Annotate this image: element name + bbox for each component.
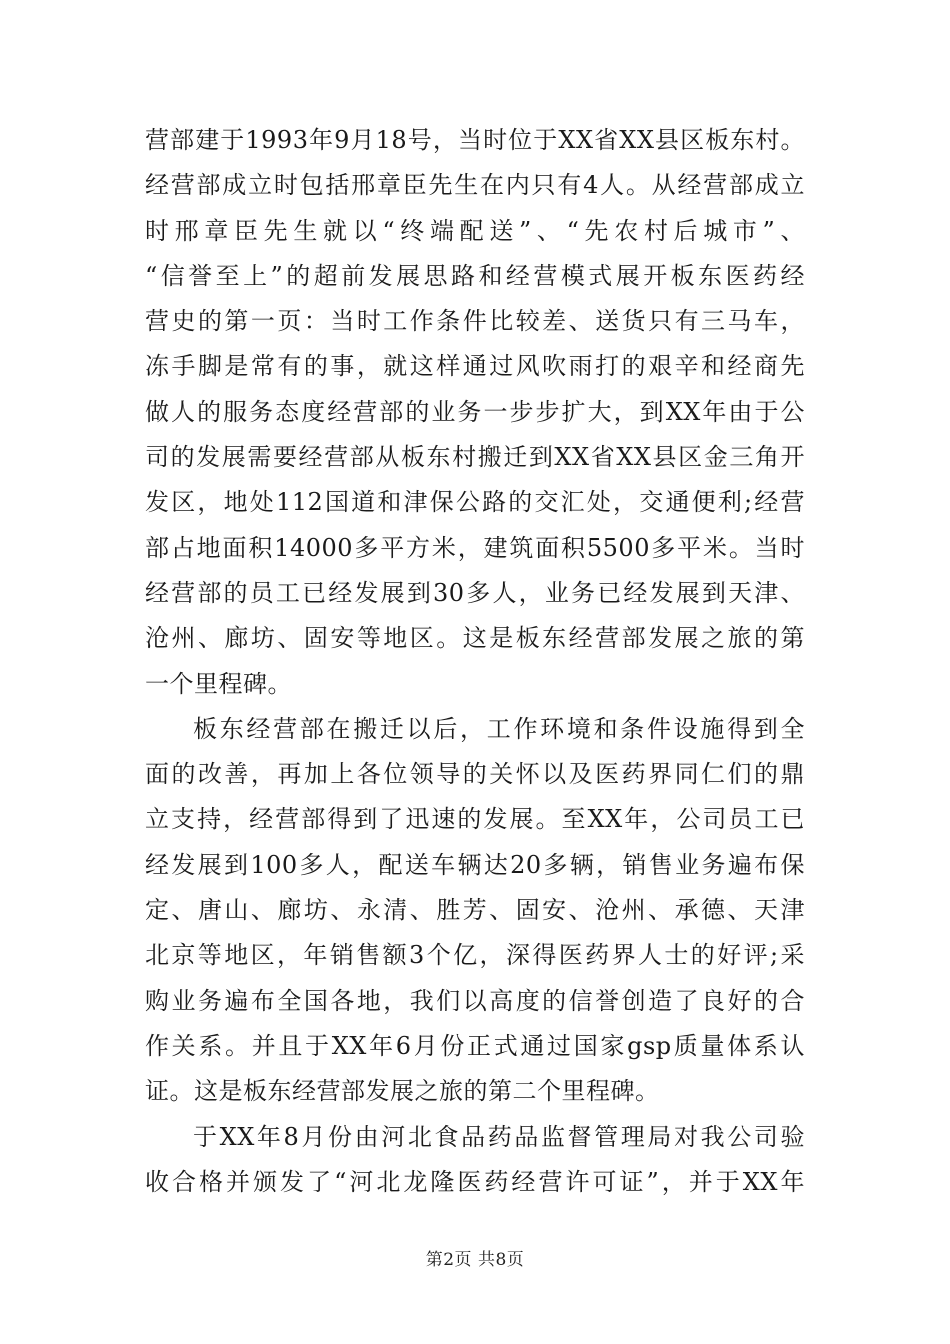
page-number-footer: 第2页 共8页 [425,1250,525,1270]
text-line: 时邢章臣先生就以“终端配送”、“先农村后城市”、 [145,216,805,245]
text-line: 营史的第一页：当时工作条件比较差、送货只有三马车， [145,307,805,336]
paragraph-1 [145,118,805,707]
text-line: 定、唐山、廊坊、永清、胜芳、固安、沧州、承德、天津 [145,896,805,925]
text-line: 沧州、廊坊、固安等地区。这是板东经营部发展之旅的第 [145,624,805,653]
text-line: 立支持，经营部得到了迅速的发展。至XX年，公司员工已 [145,805,805,834]
text-line: 司的发展需要经营部从板东村搬迁到XX省XX县区金三角开 [145,443,805,472]
text-line: 收合格并颁发了“河北龙隆医药经营许可证”，并于XX年 [145,1167,805,1196]
text-line: 于XX年8月份由河北食品药品监督管理局对我公司验 [193,1122,805,1151]
text-line: 发区，地处112国道和津保公路的交汇处，交通便利;经营 [145,488,805,517]
text-line: 营部建于1993年9月18号，当时位于XX省XX县区板东村。 [145,126,805,154]
text-line: 购业务遍布全国各地，我们以高度的信誉创造了良好的合 [145,986,805,1015]
text-line: 一个里程碑。 [145,669,292,698]
text-line: 板东经营部在搬迁以后，工作环境和条件设施得到全 [193,714,805,743]
text-line: 经营部成立时包括邢章臣先生在内只有4人。从经营部成立 [145,171,805,200]
text-line: 北京等地区，年销售额3个亿，深得医药界人士的好评;采 [145,941,805,970]
text-line: 做人的服务态度经营部的业务一步步扩大，到XX年由于公 [145,397,805,426]
text-line: “信誉至上”的超前发展思路和经营模式展开板东医药经 [145,261,805,290]
text-line: 作关系。并且于XX年6月份正式通过国家gsp质量体系认 [145,1031,805,1060]
text-line: 部占地面积14000多平方米，建筑面积5500多平米。当时 [145,533,805,562]
paragraph-2 [145,707,805,1115]
text-line: 面的改善，再加上各位领导的关怀以及医药界同仁们的鼎 [145,760,805,789]
text-line: 经营部的员工已经发展到30多人，业务已经发展到天津、 [145,578,805,607]
text-line: 证。这是板东经营部发展之旅的第二个里程碑。 [145,1077,660,1106]
body-text [145,118,805,1205]
text-line: 冻手脚是常有的事，就这样通过风吹雨打的艰辛和经商先 [145,352,805,381]
paragraph-3 [145,1115,805,1206]
text-line: 经发展到100多人，配送车辆达20多辆，销售业务遍布保 [145,850,805,879]
